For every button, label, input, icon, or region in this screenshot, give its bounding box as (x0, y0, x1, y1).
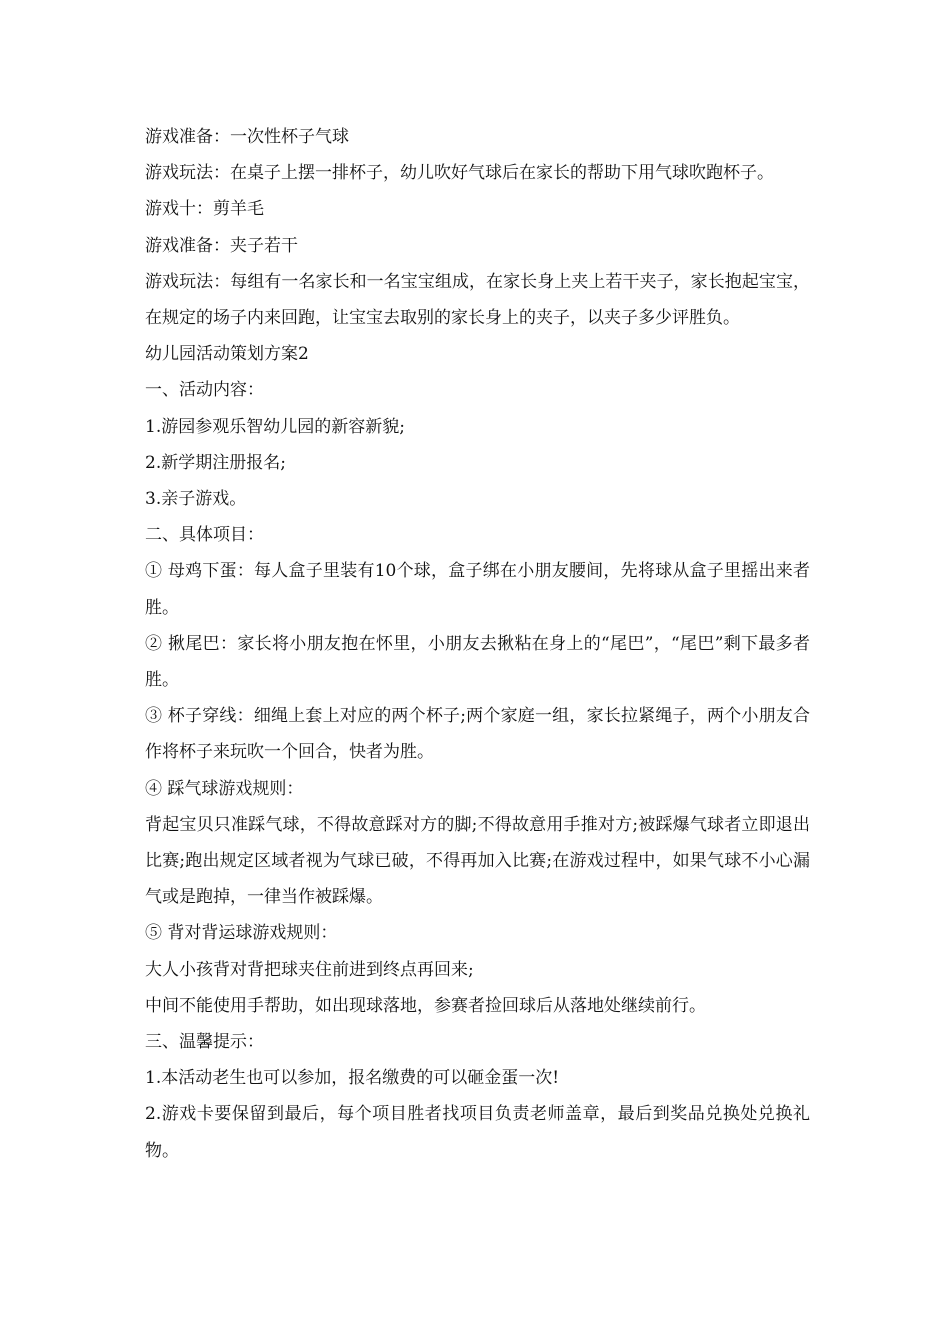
document-page (145, 119, 810, 1169)
list-item: ④ 踩气球游戏规则： (145, 778, 304, 799)
list-item: 2.游戏卡要保留到最后，每个项目胜者找项目负责老师盖章，最后到奖品兑换处兑换礼物。 (145, 1104, 810, 1161)
section-heading: 三、温馨提示： (145, 1032, 264, 1053)
paragraph: 游戏十：剪羊毛 (145, 199, 264, 220)
list-item: ① 母鸡下蛋：每人盒子里装有10个球，盒子绑在小朋友腰间，先将球从盒子里摇出来者胜。 (145, 561, 810, 618)
section-heading: 二、具体项目： (145, 525, 264, 546)
section-heading: 幼儿园活动策划方案2 (145, 344, 309, 365)
list-item: ⑤ 背对背运球游戏规则： (145, 923, 338, 944)
paragraph: 游戏准备：夹子若干 (145, 235, 298, 256)
list-item: 1.游园参观乐智幼儿园的新容新貌; (145, 416, 405, 437)
list-item: ③ 杯子穿线：细绳上套上对应的两个杯子;两个家庭一组，家长拉紧绳子，两个小朋友合作将杯子来玩吹一个回合，快者为胜。 (145, 706, 810, 763)
list-item: 3.亲子游戏。 (145, 489, 247, 510)
paragraph: 游戏玩法：在桌子上摆一排杯子，幼儿吹好气球后在家长的帮助下用气球吹跑杯子。 (145, 163, 774, 184)
paragraph: 游戏玩法：每组有一名家长和一名宝宝组成，在家长身上夹上若干夹子，家长抱起宝宝，在规定的场子内来回跑，让宝宝去取别的家长身上的夹子，以夹子多少评胜负。 (145, 271, 810, 329)
list-item: 1.本活动老生也可以参加，报名缴费的可以砸金蛋一次! (145, 1068, 560, 1089)
list-item: 2.新学期注册报名; (145, 452, 286, 473)
list-item: ② 揪尾巴：家长将小朋友抱在怀里，小朋友去揪粘在身上的“尾巴”，“尾巴”剩下最多者胜。 (145, 633, 810, 691)
paragraph: 背起宝贝只准踩气球，不得故意踩对方的脚;不得故意用手推对方;被踩爆气球者立即退出比赛;跑出规定区域者视为气球已破，不得再加入比赛;在游戏过程中，如果气球不小心漏气或是跑掉，一律当作被踩爆。 (145, 814, 810, 908)
paragraph: 游戏准备：一次性杯子气球 (145, 127, 349, 147)
paragraph: 中间不能使用手帮助，如出现球落地，参赛者捡回球后从落地处继续前行。 (145, 995, 706, 1016)
section-heading: 一、活动内容： (145, 380, 264, 401)
paragraph: 大人小孩背对背把球夹住前进到终点再回来; (145, 959, 474, 980)
